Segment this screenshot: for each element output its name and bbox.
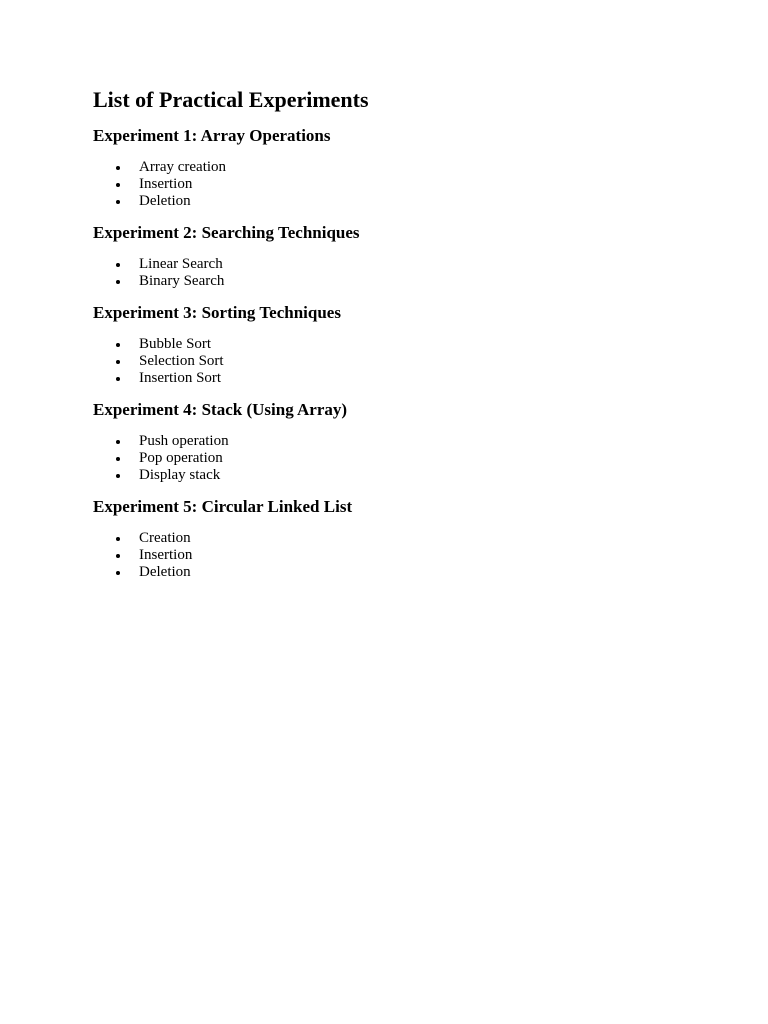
experiment-2-list	[93, 256, 768, 290]
experiment-1-list	[93, 159, 768, 210]
list-item	[93, 370, 768, 387]
experiment-4-list	[93, 433, 768, 484]
list-item-text: Insertion Sort	[139, 370, 222, 386]
experiment-4-heading: Experiment 4: Stack (Using Array)	[93, 400, 348, 419]
list-item-text: Pop operation	[139, 450, 223, 466]
bullet-icon	[116, 377, 120, 381]
list-item	[93, 450, 768, 467]
experiment-4	[93, 399, 768, 484]
list-item	[93, 433, 768, 450]
list-item-text: Deletion	[139, 564, 191, 580]
bullet-icon	[116, 280, 120, 284]
list-item	[93, 530, 768, 547]
list-item	[93, 273, 768, 290]
bullet-icon	[116, 166, 120, 170]
experiment-3-list	[93, 336, 768, 387]
list-item-text: Display stack	[139, 467, 221, 483]
bullet-icon	[116, 571, 120, 575]
experiment-1-heading: Experiment 1: Array Operations	[93, 126, 331, 145]
bullet-icon	[116, 554, 120, 558]
list-item-text: Creation	[139, 530, 191, 546]
list-item	[93, 176, 768, 193]
list-item	[93, 467, 768, 484]
list-item-text: Binary Search	[139, 273, 225, 289]
list-item-text: Push operation	[139, 433, 229, 449]
list-item-text: Linear Search	[139, 256, 223, 272]
experiment-5-list	[93, 530, 768, 581]
list-item	[93, 256, 768, 273]
bullet-icon	[116, 440, 120, 444]
experiment-5-heading: Experiment 5: Circular Linked List	[93, 497, 353, 516]
document-title: List of Practical Experiments	[93, 87, 369, 112]
list-item	[93, 336, 768, 353]
list-item-text: Deletion	[139, 193, 191, 209]
list-item-text: Array creation	[139, 159, 227, 175]
experiment-2-heading: Experiment 2: Searching Techniques	[93, 223, 360, 242]
list-item	[93, 547, 768, 564]
list-item	[93, 564, 768, 581]
bullet-icon	[116, 263, 120, 267]
bullet-icon	[116, 537, 120, 541]
experiment-2	[93, 222, 768, 290]
bullet-icon	[116, 183, 120, 187]
experiment-5	[93, 496, 768, 581]
list-item-text: Bubble Sort	[139, 336, 212, 352]
list-item-text: Selection Sort	[139, 353, 224, 369]
bullet-icon	[116, 457, 120, 461]
bullet-icon	[116, 360, 120, 364]
list-item-text: Insertion	[139, 547, 193, 563]
list-item	[93, 353, 768, 370]
list-item-text: Insertion	[139, 176, 193, 192]
bullet-icon	[116, 343, 120, 347]
experiment-3-heading: Experiment 3: Sorting Techniques	[93, 303, 341, 322]
experiment-3	[93, 302, 768, 387]
bullet-icon	[116, 200, 120, 204]
bullet-icon	[116, 474, 120, 478]
experiment-1	[93, 125, 768, 210]
list-item	[93, 193, 768, 210]
list-item	[93, 159, 768, 176]
